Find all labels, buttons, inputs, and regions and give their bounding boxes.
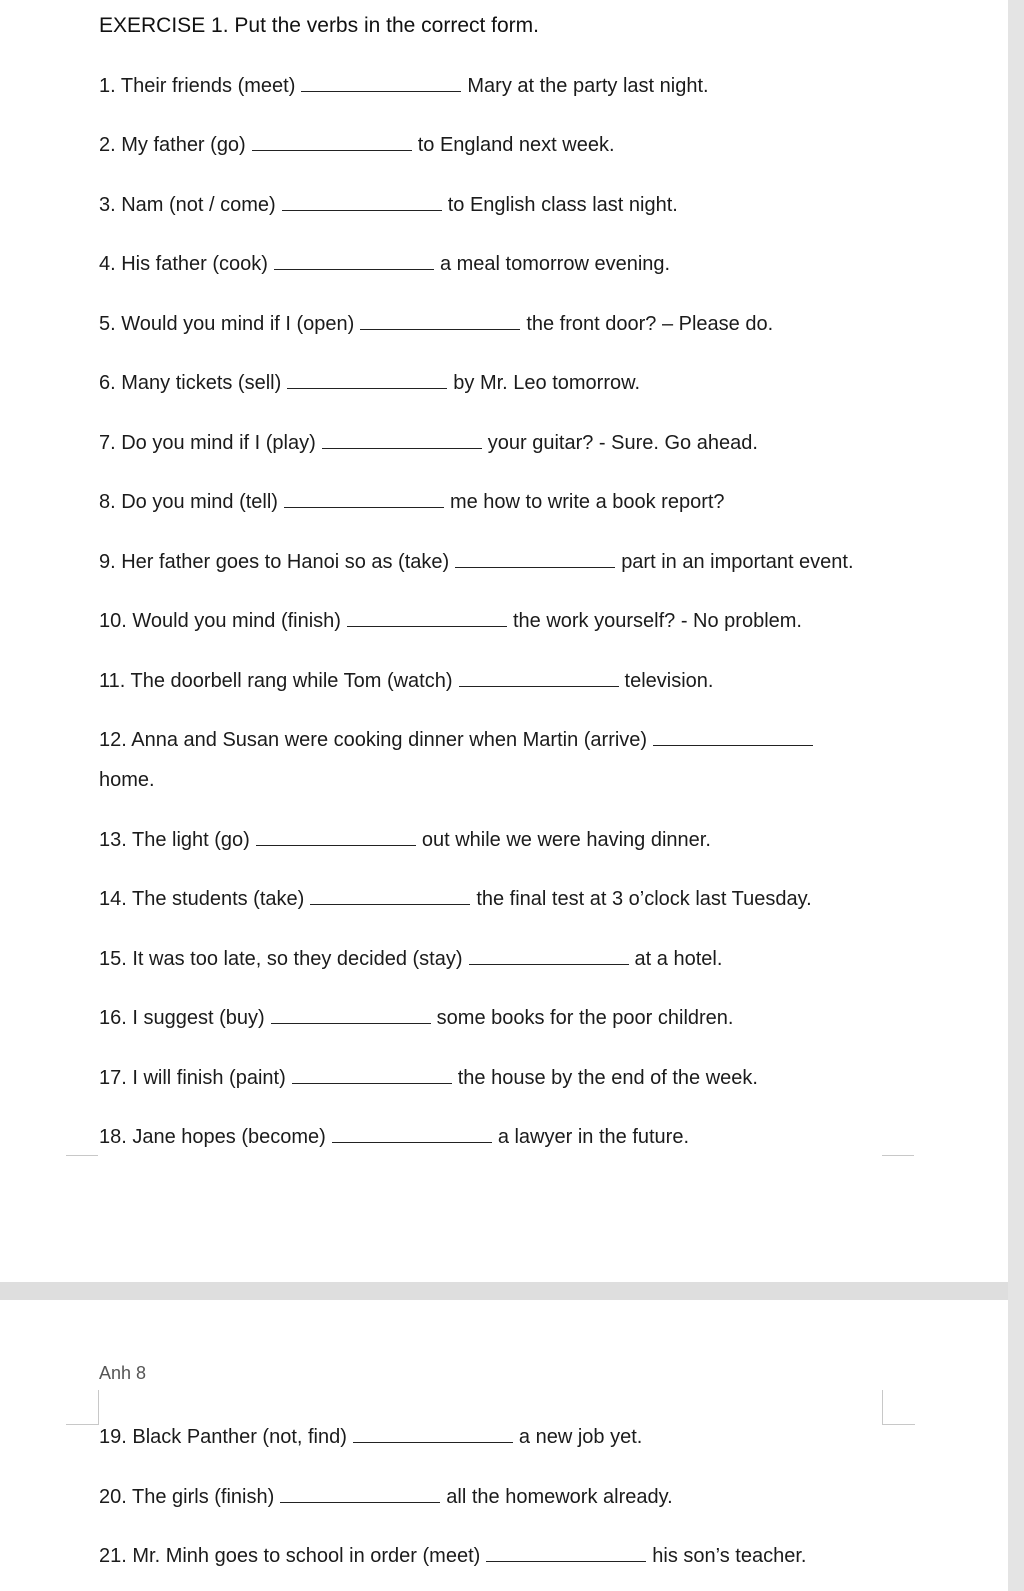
answer-blank[interactable]	[469, 947, 629, 965]
answer-blank[interactable]	[301, 74, 461, 92]
question-13: 13. The light (go) out while we were having dinner.	[99, 829, 711, 851]
question-17: 17. I will finish (paint) the house by the end of the week.	[99, 1067, 758, 1089]
answer-blank[interactable]	[347, 609, 507, 627]
answer-blank[interactable]	[360, 312, 520, 330]
question-3: 3. Nam (not / come) to English class last night.	[99, 194, 678, 216]
answer-blank[interactable]	[332, 1125, 492, 1143]
question-16: 16. I suggest (buy) some books for the poor children.	[99, 1007, 734, 1029]
margin-mark	[66, 1155, 98, 1156]
answer-blank[interactable]	[271, 1006, 431, 1024]
answer-blank[interactable]	[282, 193, 442, 211]
answer-blank[interactable]	[292, 1066, 452, 1084]
question-12-continuation: home.	[99, 769, 155, 791]
margin-mark	[882, 1155, 914, 1156]
answer-blank[interactable]	[486, 1544, 646, 1562]
answer-blank[interactable]	[459, 669, 619, 687]
answer-blank[interactable]	[287, 371, 447, 389]
margin-mark	[66, 1390, 99, 1425]
question-15: 15. It was too late, so they decided (stay) at a hotel.	[99, 948, 723, 970]
scrollbar[interactable]	[1008, 0, 1024, 1591]
question-9: 9. Her father goes to Hanoi so as (take) part in an important event.	[99, 551, 854, 573]
question-19: 19. Black Panther (not, find) a new job yet.	[99, 1426, 643, 1448]
answer-blank[interactable]	[353, 1425, 513, 1443]
answer-blank[interactable]	[455, 550, 615, 568]
answer-blank[interactable]	[284, 490, 444, 508]
question-14: 14. The students (take) the final test at 3 o’clock last Tuesday.	[99, 888, 812, 910]
answer-blank[interactable]	[653, 728, 813, 746]
margin-mark	[882, 1390, 915, 1425]
answer-blank[interactable]	[310, 887, 470, 905]
question-2: 2. My father (go) to England next week.	[99, 134, 615, 156]
question-11: 11. The doorbell rang while Tom (watch) television.	[99, 670, 714, 692]
exercise-title: EXERCISE 1. Put the verbs in the correct form.	[99, 14, 540, 37]
question-10: 10. Would you mind (finish) the work yourself? - No problem.	[99, 610, 802, 632]
question-8: 8. Do you mind (tell) me how to write a book report?	[99, 491, 725, 513]
answer-blank[interactable]	[252, 133, 412, 151]
answer-blank[interactable]	[280, 1485, 440, 1503]
page-separator	[0, 1282, 1008, 1300]
question-18: 18. Jane hopes (become) a lawyer in the future.	[99, 1126, 690, 1148]
question-4: 4. His father (cook) a meal tomorrow evening.	[99, 253, 671, 275]
answer-blank[interactable]	[256, 828, 416, 846]
page-header: Anh 8	[99, 1363, 147, 1383]
question-21: 21. Mr. Minh goes to school in order (meet) his son’s teacher.	[99, 1545, 807, 1567]
question-1: 1. Their friends (meet) Mary at the party last night.	[99, 75, 709, 97]
question-5: 5. Would you mind if I (open) the front door? – Please do.	[99, 313, 774, 335]
answer-blank[interactable]	[322, 431, 482, 449]
question-20: 20. The girls (finish) all the homework already.	[99, 1486, 673, 1508]
question-12: 12. Anna and Susan were cooking dinner when Martin (arrive)	[99, 728, 819, 752]
question-7: 7. Do you mind if I (play) your guitar? - Sure. Go ahead.	[99, 432, 758, 454]
question-6: 6. Many tickets (sell) by Mr. Leo tomorrow.	[99, 372, 641, 394]
answer-blank[interactable]	[274, 252, 434, 270]
